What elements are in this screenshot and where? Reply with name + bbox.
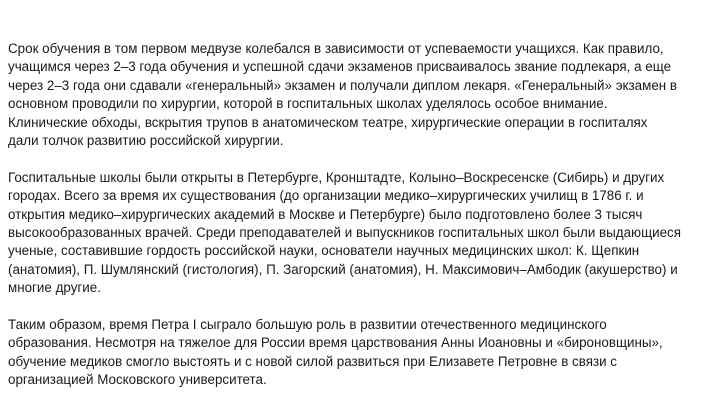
text-line: (анатомия), П. Шумлянский (гистология), П. Загорский (анатомия), Н. Максимович–Амбодик (акушерство) и [8, 261, 678, 277]
text-line: ученые, составившие гордость российской науки, основатели научных медицинских школ: К. Щепкин [8, 243, 640, 259]
document-body [8, 40, 714, 408]
text-line: дали толчок развитию российской хирургии. [8, 133, 284, 149]
text-line: основном проводили по хирургии, которой в госпитальных школах уделялось особое внимание. [8, 96, 608, 112]
text-line: многие другие. [8, 280, 101, 296]
text-line: обучение медиков смогло выстоять и с новой силой развиться при Елизавете Петровне в связи с [8, 353, 617, 369]
paragraph-2 [8, 169, 714, 298]
text-line: Срок обучения в том первом медвузе колебался в зависимости от успеваемости учащихся. Как правило, [8, 41, 664, 56]
text-line: Клинические обходы, вскрытия трупов в анатомическом театре, хирургические операции в госпиталях [8, 114, 648, 130]
text-line: учащимся через 2–3 года обучения и успешной сдачи экзаменов присваивалось звание подлекаря, а еще [8, 59, 672, 75]
text-line: городах. Всего за время их существования (до организации медико–хирургических училищ в 1786 г. и [8, 188, 644, 204]
paragraph-1 [8, 40, 714, 150]
text-line: через 2–3 года они сдавали «генеральный» экзамен и получали диплом лекаря. «Генеральный» экзамен в [8, 77, 678, 93]
text-line: Госпитальные школы были открыты в Петербурге, Кронштадте, Колыно–Воскресенске (Сибирь) и других [8, 169, 665, 185]
text-line: образования. Несмотря на тяжелое для России время царствования Анны Иоановны и «бироновщины», [8, 335, 663, 351]
text-line: открытия медико–хирургических академий в Москве и Петербурге) было подготовлено более 3 тысяч [8, 206, 643, 222]
text-line: высокообразованных врачей. Среди преподавателей и выпускников госпитальных школ были выдающиеся [8, 225, 681, 241]
text-line: организацией Московского университета. [8, 372, 267, 388]
paragraph-3 [8, 316, 714, 390]
text-line: Таким образом, время Петра I сыграло большую роль в развитии отечественного медицинского [8, 317, 607, 333]
